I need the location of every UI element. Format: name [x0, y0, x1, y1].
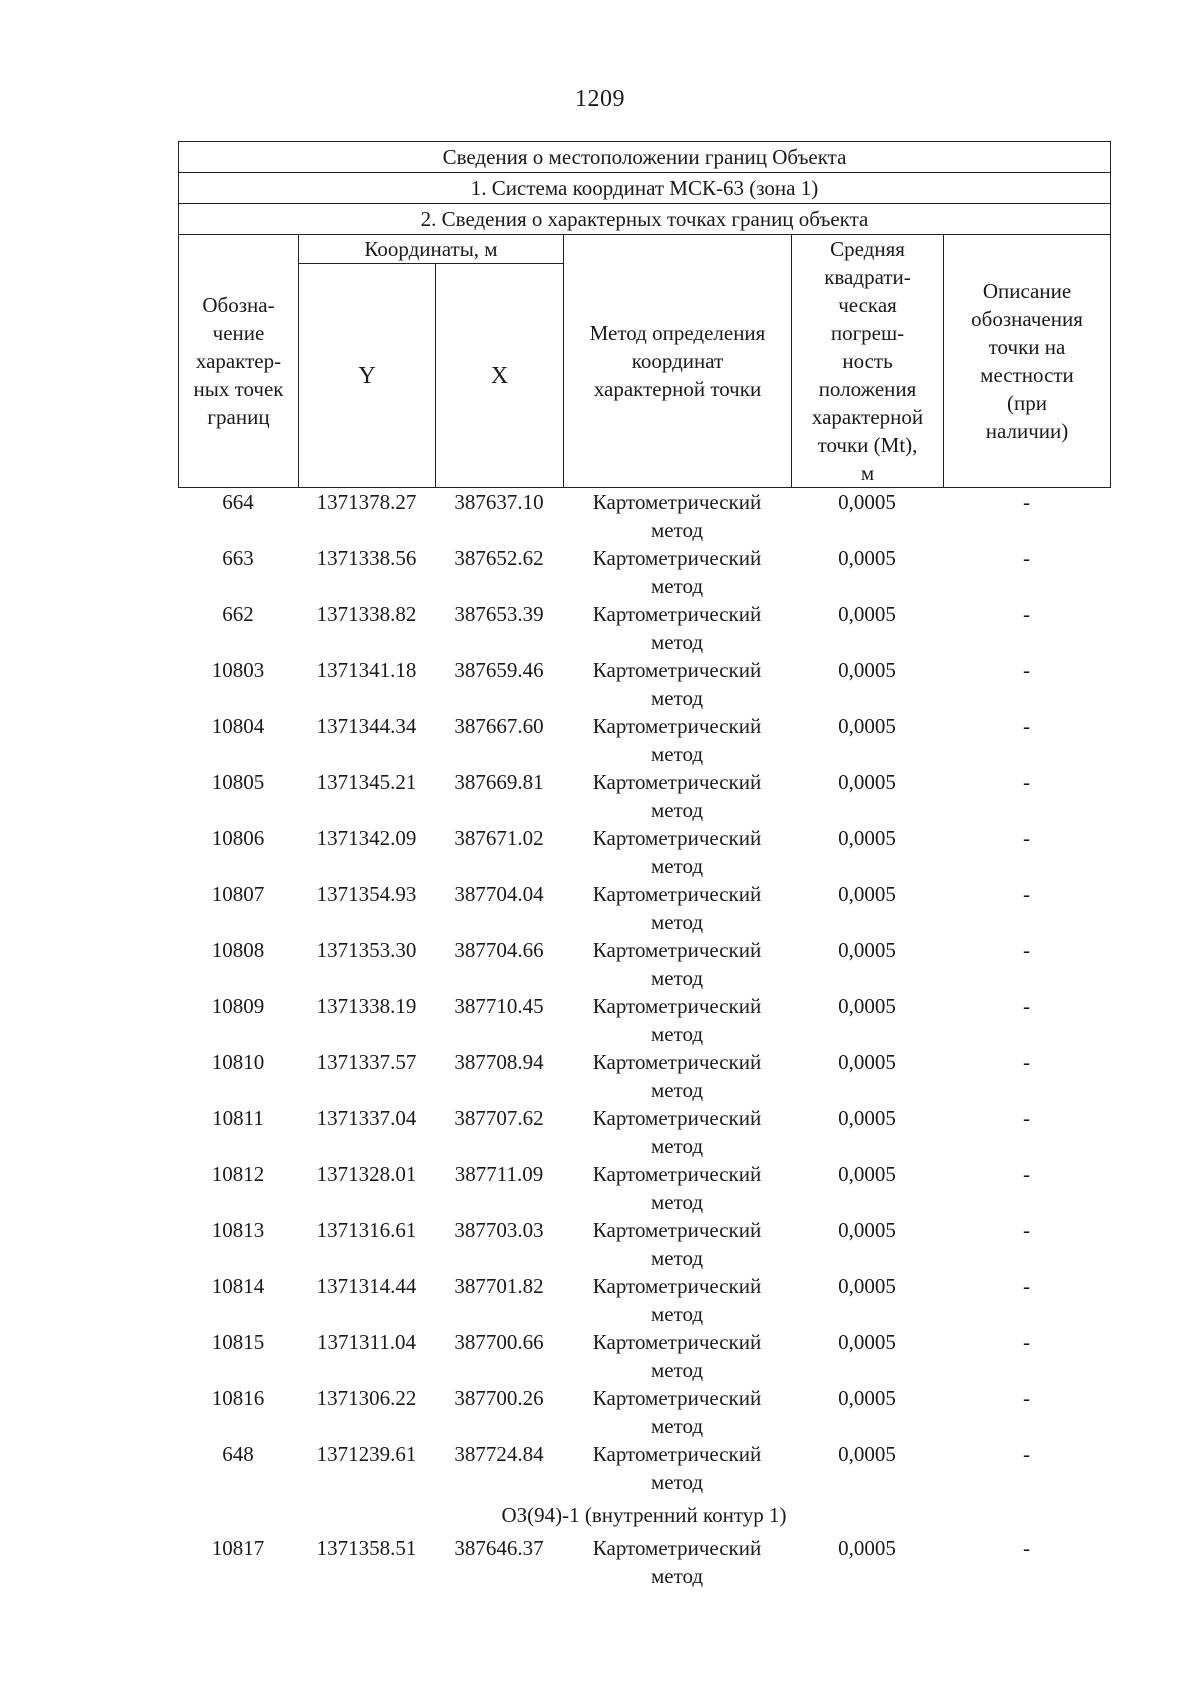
- point-id: 10804: [211, 714, 265, 738]
- method: Картометрический метод: [592, 546, 762, 598]
- coord-y: 1371358.51: [316, 1536, 417, 1560]
- section-title: 2. Сведения о характерных точках границ объекта: [179, 204, 1111, 235]
- description: -: [1023, 490, 1030, 514]
- point-id: 10803: [211, 658, 265, 682]
- method: Картометрический метод: [592, 658, 762, 710]
- method: Картометрический метод: [592, 1330, 762, 1382]
- method: Картометрический метод: [592, 770, 762, 822]
- coord-y: 1371337.04: [316, 1106, 417, 1130]
- description: -: [1023, 994, 1030, 1018]
- table-row: [178, 1328, 1110, 1384]
- mean-error: 0,0005: [838, 1330, 896, 1354]
- description: -: [1023, 602, 1030, 626]
- table-row: [178, 1160, 1110, 1216]
- mean-error: 0,0005: [838, 490, 896, 514]
- description: -: [1023, 714, 1030, 738]
- contour-points-table: [178, 1534, 1110, 1590]
- description: -: [1023, 1218, 1030, 1242]
- description: -: [1023, 546, 1030, 570]
- method: Картометрический метод: [592, 826, 762, 878]
- mean-error: 0,0005: [838, 658, 896, 682]
- mean-error: 0,0005: [838, 994, 896, 1018]
- col-x: X: [436, 264, 564, 488]
- coord-y: 1371338.56: [316, 546, 417, 570]
- description: -: [1023, 826, 1030, 850]
- description: -: [1023, 658, 1030, 682]
- description: -: [1023, 1386, 1030, 1410]
- description: -: [1023, 1050, 1030, 1074]
- description: -: [1023, 938, 1030, 962]
- col-designation: Обозна- чение характер- ных точек границ: [179, 235, 299, 488]
- table-row: [178, 1048, 1110, 1104]
- method: Картометрический метод: [592, 882, 762, 934]
- mean-error: 0,0005: [838, 1162, 896, 1186]
- table-row: [178, 1216, 1110, 1272]
- description: -: [1023, 1106, 1030, 1130]
- table-row: [178, 768, 1110, 824]
- table-row: [178, 488, 1110, 544]
- table-row: [178, 600, 1110, 656]
- coord-x: 387637.10: [454, 490, 544, 514]
- coord-y: 1371345.21: [316, 770, 417, 794]
- point-id: 663: [222, 546, 254, 570]
- mean-error: 0,0005: [838, 1536, 896, 1560]
- mean-error: 0,0005: [838, 1442, 896, 1466]
- description: -: [1023, 1274, 1030, 1298]
- coord-x: 387711.09: [454, 1162, 544, 1186]
- coord-y: 1371314.44: [316, 1274, 417, 1298]
- method: Картометрический метод: [592, 1106, 762, 1158]
- point-id: 10809: [211, 994, 265, 1018]
- mean-error: 0,0005: [838, 602, 896, 626]
- col-description: Описание обозначения точки на местности (при наличии): [944, 235, 1111, 488]
- table-row: [178, 880, 1110, 936]
- description: -: [1023, 1442, 1030, 1466]
- method: Картометрический метод: [592, 1536, 762, 1588]
- boundary-points-sheet: [178, 141, 1110, 1590]
- coord-y: 1371239.61: [316, 1442, 417, 1466]
- coord-x: 387710.45: [454, 994, 544, 1018]
- method: Картометрический метод: [592, 1162, 762, 1214]
- coord-x: 387669.81: [454, 770, 544, 794]
- mean-error: 0,0005: [838, 938, 896, 962]
- coord-x: 387701.82: [454, 1274, 544, 1298]
- point-id: 10807: [211, 882, 265, 906]
- page-number: 1209: [575, 86, 625, 112]
- coord-x: 387659.46: [454, 658, 544, 682]
- contour-label: ОЗ(94)-1 (внутренний контур 1): [501, 1503, 787, 1527]
- mean-error: 0,0005: [838, 1106, 896, 1130]
- method: Картометрический метод: [592, 1442, 762, 1494]
- description: -: [1023, 770, 1030, 794]
- method: Картометрический метод: [592, 1274, 762, 1326]
- coord-x: 387646.37: [454, 1536, 544, 1560]
- coord-x: 387667.60: [454, 714, 544, 738]
- coord-y: 1371338.82: [316, 602, 417, 626]
- table-row: [178, 936, 1110, 992]
- table-row: [178, 1534, 1110, 1590]
- mean-error: 0,0005: [838, 770, 896, 794]
- mean-error: 0,0005: [838, 1218, 896, 1242]
- method: Картометрический метод: [592, 938, 762, 990]
- coord-y: 1371337.57: [316, 1050, 417, 1074]
- method: Картометрический метод: [592, 1050, 762, 1102]
- coord-y: 1371316.61: [316, 1218, 417, 1242]
- coord-y: 1371338.19: [316, 994, 417, 1018]
- coord-y: 1371354.93: [316, 882, 417, 906]
- table-row: [178, 992, 1110, 1048]
- table-header: [178, 141, 1111, 488]
- point-id: 10805: [211, 770, 265, 794]
- table-row: [178, 1104, 1110, 1160]
- mean-error: 0,0005: [838, 1050, 896, 1074]
- coord-x: 387707.62: [454, 1106, 544, 1130]
- point-id: 10813: [211, 1218, 265, 1242]
- coord-x: 387704.66: [454, 938, 544, 962]
- coord-x: 387704.04: [454, 882, 544, 906]
- col-coordinates-group: Координаты, м: [299, 235, 564, 264]
- table-row: [178, 1272, 1110, 1328]
- method: Картометрический метод: [592, 714, 762, 766]
- col-method: Метод определения координат характерной точки: [564, 235, 792, 488]
- coord-y: 1371341.18: [316, 658, 417, 682]
- coord-x: 387708.94: [454, 1050, 544, 1074]
- coordinate-system: 1. Система координат МСК-63 (зона 1): [179, 173, 1111, 204]
- point-id: 10812: [211, 1162, 265, 1186]
- method: Картометрический метод: [592, 490, 762, 542]
- coord-y: 1371306.22: [316, 1386, 417, 1410]
- point-id: 664: [222, 490, 254, 514]
- mean-error: 0,0005: [838, 1386, 896, 1410]
- coord-x: 387703.03: [454, 1218, 544, 1242]
- table-row: [178, 712, 1110, 768]
- description: -: [1023, 882, 1030, 906]
- coord-y: 1371378.27: [316, 490, 417, 514]
- coord-x: 387724.84: [454, 1442, 544, 1466]
- mean-error: 0,0005: [838, 882, 896, 906]
- table-row: [178, 824, 1110, 880]
- mean-error: 0,0005: [838, 714, 896, 738]
- point-id: 10810: [211, 1050, 265, 1074]
- table-row: [178, 1440, 1110, 1496]
- table-row: [178, 544, 1110, 600]
- coord-y: 1371311.04: [317, 1330, 416, 1354]
- description: -: [1023, 1162, 1030, 1186]
- point-id: 10811: [212, 1106, 264, 1130]
- col-y: Y: [299, 264, 436, 488]
- table-row: [178, 656, 1110, 712]
- method: Картометрический метод: [592, 602, 762, 654]
- coord-x: 387700.26: [454, 1386, 544, 1410]
- coord-y: 1371342.09: [316, 826, 417, 850]
- point-id: 10815: [211, 1330, 265, 1354]
- point-id: 10808: [211, 938, 265, 962]
- mean-error: 0,0005: [838, 546, 896, 570]
- point-id: 648: [222, 1442, 254, 1466]
- point-id: 662: [222, 602, 254, 626]
- table-title: Сведения о местоположении границ Объекта: [179, 142, 1111, 173]
- points-table: [178, 488, 1110, 1496]
- col-error: Средняя квадрати- ческая погреш- ность положения характерной точки (Mt), м: [792, 235, 944, 488]
- point-id: 10814: [211, 1274, 265, 1298]
- coord-y: 1371328.01: [316, 1162, 417, 1186]
- coord-x: 387652.62: [454, 546, 544, 570]
- coord-y: 1371344.34: [316, 714, 417, 738]
- mean-error: 0,0005: [838, 826, 896, 850]
- coord-x: 387653.39: [454, 602, 544, 626]
- description: -: [1023, 1330, 1030, 1354]
- method: Картометрический метод: [592, 1218, 762, 1270]
- coord-y: 1371353.30: [316, 938, 417, 962]
- method: Картометрический метод: [592, 1386, 762, 1438]
- point-id: 10817: [211, 1536, 265, 1560]
- method: Картометрический метод: [592, 994, 762, 1046]
- point-id: 10816: [211, 1386, 265, 1410]
- coord-x: 387671.02: [454, 826, 544, 850]
- point-id: 10806: [211, 826, 265, 850]
- mean-error: 0,0005: [838, 1274, 896, 1298]
- coord-x: 387700.66: [454, 1330, 544, 1354]
- table-row: [178, 1384, 1110, 1440]
- description: -: [1023, 1536, 1030, 1560]
